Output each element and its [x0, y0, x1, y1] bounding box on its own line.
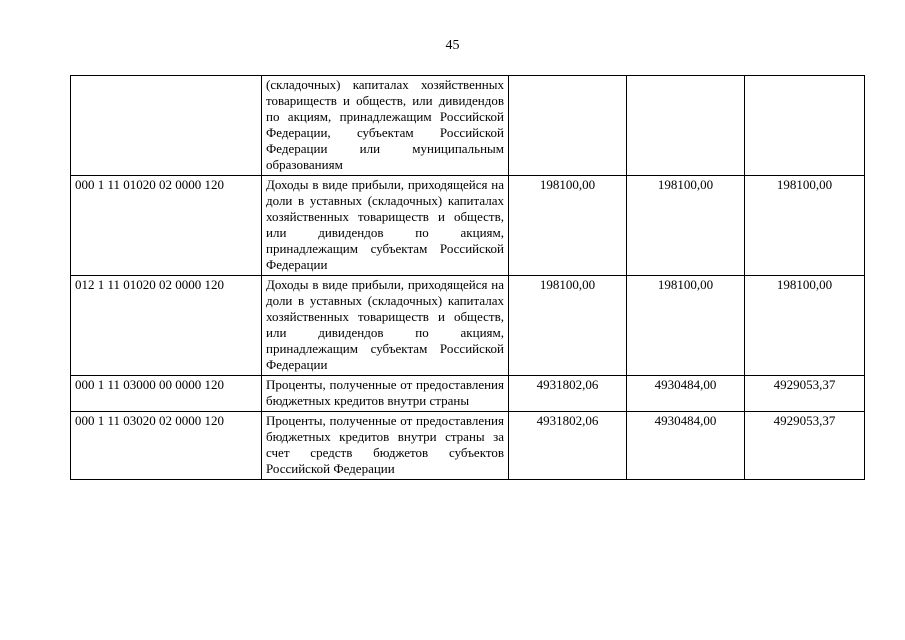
budget-code-cell: 000 1 11 01020 02 0000 120 — [71, 176, 262, 276]
amount-cell-1 — [509, 76, 627, 176]
amount-cell-2: 4930484,00 — [627, 376, 745, 412]
amount-cell-3: 4929053,37 — [745, 376, 865, 412]
description-cell: Доходы в виде прибыли, приходящейся на доли в уставных (складочных) капиталах хозяйственных товариществ и обществ, или дивидендов по акциям, принадлежащим субъектам Российской Федерации — [262, 176, 509, 276]
amount-cell-1: 4931802,06 — [509, 412, 627, 480]
table-row — [71, 412, 865, 480]
budget-code-cell — [71, 76, 262, 176]
amount-cell-1: 198100,00 — [509, 176, 627, 276]
amount-cell-3 — [745, 76, 865, 176]
amount-cell-3: 198100,00 — [745, 276, 865, 376]
table-row — [71, 176, 865, 276]
table-row — [71, 276, 865, 376]
amount-cell-2 — [627, 76, 745, 176]
amount-cell-2: 4930484,00 — [627, 412, 745, 480]
page-number: 45 — [445, 38, 460, 53]
amount-cell-1: 4931802,06 — [509, 376, 627, 412]
description-cell: Доходы в виде прибыли, приходящейся на доли в уставных (складочных) капиталах хозяйственных товариществ и обществ, или дивидендов по акциям, принадлежащим субъектам Российской Федерации — [262, 276, 509, 376]
budget-code-cell: 000 1 11 03020 02 0000 120 — [71, 412, 262, 480]
amount-cell-3: 4929053,37 — [745, 412, 865, 480]
amount-cell-1: 198100,00 — [509, 276, 627, 376]
description-cell: (складочных) капиталах хозяйственных товариществ и обществ, или дивидендов по акциям, принадлежащим Российской Федерации, субъектам Российской Федерации или муниципальным образованиям — [262, 76, 509, 176]
table-row — [71, 76, 865, 176]
budget-revenue-table — [70, 75, 865, 480]
description-cell: Проценты, полученные от предоставления бюджетных кредитов внутри страны за счет средств бюджетов субъектов Российской Федерации — [262, 412, 509, 480]
table-row — [71, 376, 865, 412]
amount-cell-2: 198100,00 — [627, 176, 745, 276]
amount-cell-3: 198100,00 — [745, 176, 865, 276]
budget-code-cell: 000 1 11 03000 00 0000 120 — [71, 376, 262, 412]
description-cell: Проценты, полученные от предоставления бюджетных кредитов внутри страны — [262, 376, 509, 412]
budget-code-cell: 012 1 11 01020 02 0000 120 — [71, 276, 262, 376]
amount-cell-2: 198100,00 — [627, 276, 745, 376]
